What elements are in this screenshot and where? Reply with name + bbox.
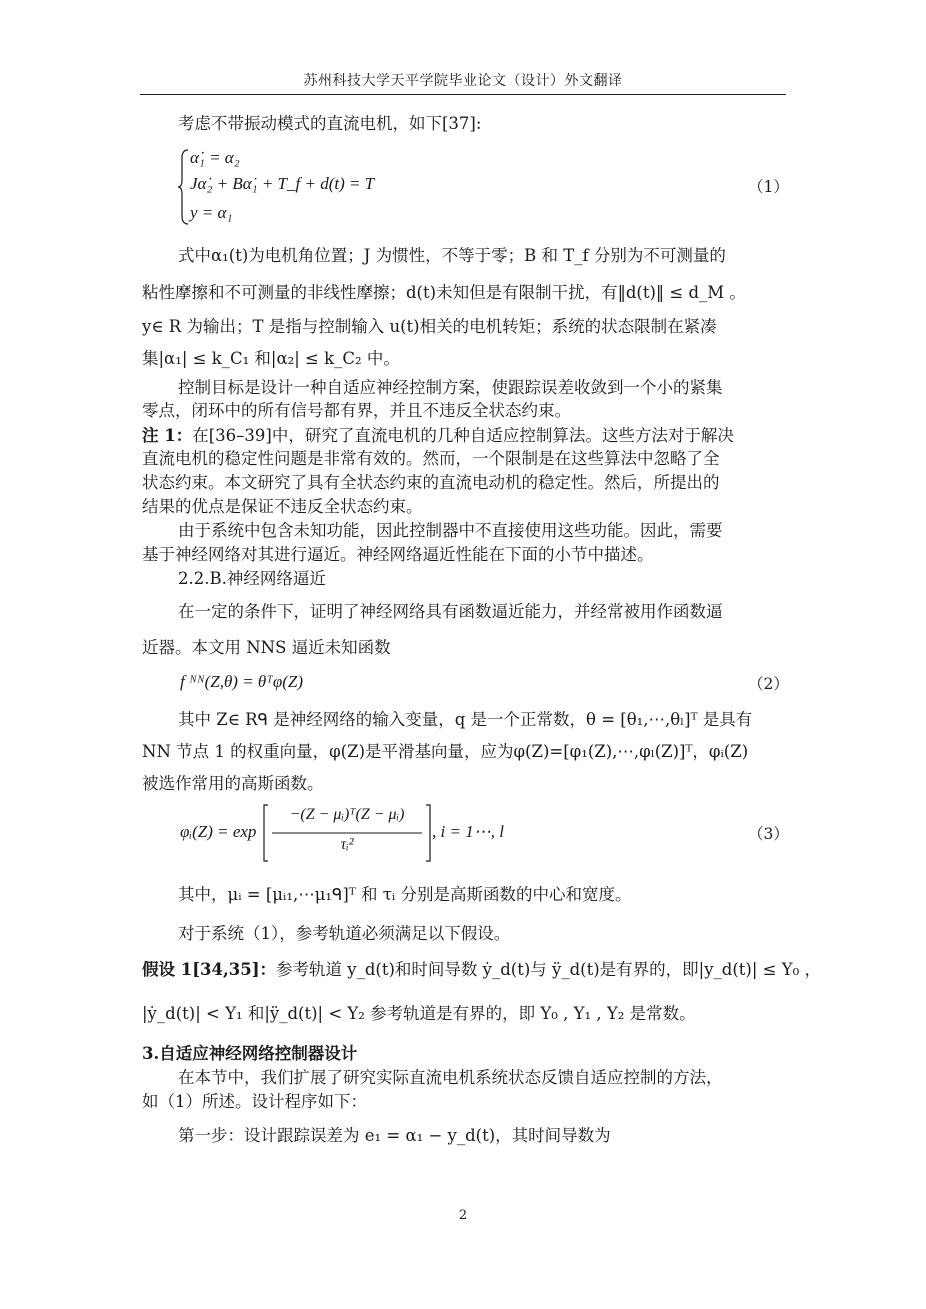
para2-line2: 零点，闭环中的所有信号都有界，并且不违反全状态约束。 — [142, 401, 571, 420]
para3-line1: 由于系统中包含未知功能，因此控制器中不直接使用这些功能。因此，需要 — [178, 521, 723, 540]
assumption-line2: |ẏ_d(t)| < Y₁ 和|ÿ_d(t)| < Y₂ 参考轨道是有界的，即 Y₀ , Y₁ , Y₂ 是常数。 — [142, 1004, 696, 1023]
para4-line2: 近器。本文用 NNS 逼近未知函数 — [142, 638, 391, 657]
eq1-number: （1） — [748, 178, 789, 196]
assumption-text: 参考轨道 y_d(t)和时间导数 ẏ_d(t)与 ÿ_d(t)是有界的，即|y_d(t)| ≤ Y₀ ， — [276, 960, 821, 979]
note-label: 注 1： — [142, 426, 193, 445]
note-line3: 状态约束。本文研究了具有全状态约束的直流电动机的稳定性。然后，所提出的 — [142, 473, 720, 492]
para5-line2: NN 节点 1 的权重向量，φ(Z)是平滑基向量，应为φ(Z)=[φ₁(Z),⋯,φₗ(Z)]ᵀ，φᵢ(Z) — [142, 742, 749, 761]
para2-line1: 控制目标是设计一种自适应神经控制方案，使跟踪误差收敛到一个小的紧集 — [178, 378, 723, 397]
para1-line4: 集|α₁| ≤ k_C₁ 和|α₂| ≤ k_C₂ 中。 — [142, 349, 400, 368]
para7: 对于系统（1），参考轨道必须满足以下假设。 — [178, 924, 511, 943]
section3-heading: 3.自适应神经网络控制器设计 — [142, 1044, 358, 1063]
assumption-line1 — [142, 958, 821, 982]
para8-line1: 在本节中，我们扩展了研究实际直流电机系统状态反馈自适应控制的方法， — [178, 1068, 723, 1087]
para3-line2: 基于神经网络对其进行逼近。神经网络逼近性能在下面的小节中描述。 — [142, 545, 654, 564]
eq1-line2: Jα̇₂ + Bα̇₁ + T_f + d(t) = T — [190, 174, 375, 193]
intro-text: 考虑不带振动模式的直流电机，如下[37]: — [178, 114, 482, 133]
para8-line2: 如（1）所述。设计程序如下： — [142, 1092, 367, 1111]
eq3-denominator: τᵢ² — [340, 836, 354, 853]
eq1-line3: y = α₁ — [190, 203, 233, 222]
eq3-numerator: −(Z − μᵢ)ᵀ(Z − μᵢ) — [289, 806, 405, 823]
section-heading: 2.2.B.神经网络逼近 — [178, 569, 326, 588]
equation-brace — [178, 148, 190, 226]
para1-line2: 粘性摩擦和不可测量的非线性摩擦；d(t)未知但是有限制干扰，有‖d(t)‖ ≤ d_M 。 — [142, 283, 746, 302]
para5-line3: 被选作常用的高斯函数。 — [142, 774, 324, 793]
eq1-line1: α̇₁ = α₂ — [190, 148, 240, 167]
note-line4: 结果的优点是保证不违反全状态约束。 — [142, 497, 423, 516]
para6: 其中，μᵢ = [μᵢ₁,⋯μ₁ᑫ]ᵀ 和 τᵢ 分别是高斯函数的中心和宽度。 — [178, 885, 632, 904]
note-line2: 直流电机的稳定性问题是非常有效的。然而，一个限制是在这些算法中忽略了全 — [142, 449, 720, 468]
para4-line1: 在一定的条件下，证明了神经网络具有函数逼近能力，并经常被用作函数逼 — [178, 602, 723, 621]
eq2-formula: f ᴺᴺ(Z,θ) = θᵀφ(Z) — [180, 672, 304, 691]
para5-line1: 其中 Z∈ Rᑫ 是神经网络的输入变量，q 是一个正常数，θ = [θ₁,⋯,θₗ]ᵀ 是具有 — [178, 710, 753, 729]
eq3-lhs: φᵢ(Z) = exp — [180, 822, 257, 841]
note-text: 在[36–39]中，研究了直流电机的几种自适应控制算法。这些方法对于解决 — [192, 426, 734, 445]
eq3-rhs: , i = 1⋯, l — [432, 822, 504, 841]
assumption-label: 假设 1[34,35]： — [142, 960, 277, 979]
page-header: 苏州科技大学天平学院毕业论文（设计）外文翻译 — [303, 73, 623, 89]
para1-line1: 式中α₁(t)为电机角位置；J 为惯性，不等于零；B 和 T_f 分别为不可测量的 — [178, 246, 726, 265]
page-number: 2 — [458, 1208, 468, 1223]
header-rule — [140, 94, 786, 95]
para1-line3: y∈ R 为输出；T 是指与控制输入 u(t)相关的电机转矩；系统的状态限制在紧凑 — [142, 317, 717, 336]
eq2-number: （2） — [748, 675, 789, 693]
para9: 第一步：设计跟踪误差为 e₁ = α₁ − y_d(t)，其时间导数为 — [178, 1126, 611, 1145]
eq3-number: （3） — [748, 825, 789, 843]
note-line1 — [142, 424, 787, 448]
